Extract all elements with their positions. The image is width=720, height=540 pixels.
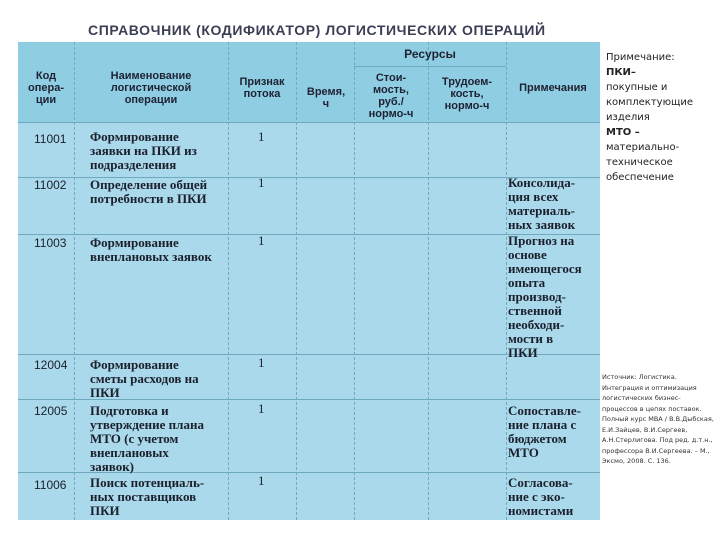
row-flow: 1 [258, 355, 265, 370]
pki-text: покупные и комплектующие изделия [606, 82, 694, 123]
header-name: Наименование логистической операции [110, 70, 192, 106]
row-code: 11002 [34, 178, 67, 192]
note-label: Примечание: [606, 52, 675, 63]
header-resources: Ресурсы [404, 47, 456, 61]
row-code: 12004 [34, 358, 68, 372]
resources-divider [354, 66, 506, 67]
column-divider [428, 42, 429, 520]
row-flow: 1 [258, 401, 265, 416]
row-name: Подготовка и утверждение плана МТО (с учетом внеплановых заявок) [90, 403, 204, 474]
row-note: Сопоставле- ние плана с бюджетом МТО [508, 403, 581, 460]
row-code: 11003 [34, 236, 67, 250]
row-note: Согласова- ние с эко- номистами [508, 475, 574, 518]
row-note: Прогноз на основе имеющегося опыта производ- ственной необходи- мости в ПКИ [508, 233, 582, 360]
column-divider [506, 42, 507, 520]
row-name: Определение общей потребности в ПКИ [90, 177, 208, 206]
header-time: Время, ч [306, 86, 346, 110]
row-flow: 1 [258, 175, 265, 190]
mto-abbr: МТО – [606, 127, 640, 138]
row-name: Формирование внеплановых заявок [90, 235, 212, 264]
row-code: 12005 [34, 404, 68, 418]
column-divider [354, 42, 355, 520]
row-flow: 1 [258, 233, 265, 248]
header-cost: Стои- мость, руб./ нормо-ч [368, 72, 414, 120]
column-divider [74, 42, 75, 520]
row-code: 11006 [34, 478, 67, 492]
row-note: Консолида- ция всех материаль- ных заявок [508, 175, 576, 232]
header-labor: Трудоем- кость, нормо-ч [441, 76, 493, 112]
column-divider [228, 42, 229, 520]
row-name: Формирование заявки на ПКИ из подразделения [90, 129, 197, 172]
header-bottom-line [18, 122, 600, 123]
row-name: Формирование сметы расходов на ПКИ [90, 357, 199, 400]
abbreviation-note [606, 50, 710, 185]
header-code: Код опера- ции [28, 70, 64, 106]
row-flow: 1 [258, 129, 265, 144]
row-name: Поиск потенциаль- ных поставщиков ПКИ [90, 475, 205, 518]
pki-abbr: ПКИ– [606, 67, 636, 78]
mto-text: материально-техническое обеспечение [606, 142, 680, 183]
header-note: Примечания [519, 82, 587, 94]
header-flow: Признак потока [239, 76, 285, 100]
row-flow: 1 [258, 473, 265, 488]
source-citation: Источник: Логистика. Интеграция и оптимизация логистических бизнес-процессов в цепях поставок. Полный курс MBA / В.В.Дыбская, Е.И.Зайцев, В.И.Сергеев, А.Н.Стерлигова. Под ред. д.т.н., профессора В.И.Сергеева. – М., Эксмо, 2008. С. 136. [602, 373, 714, 465]
page-title: СПРАВОЧНИК (КОДИФИКАТОР) ЛОГИСТИЧЕСКИХ ОПЕРАЦИЙ [88, 22, 546, 38]
operations-table [18, 42, 600, 520]
row-code: 11001 [34, 132, 67, 146]
column-divider [296, 42, 297, 520]
